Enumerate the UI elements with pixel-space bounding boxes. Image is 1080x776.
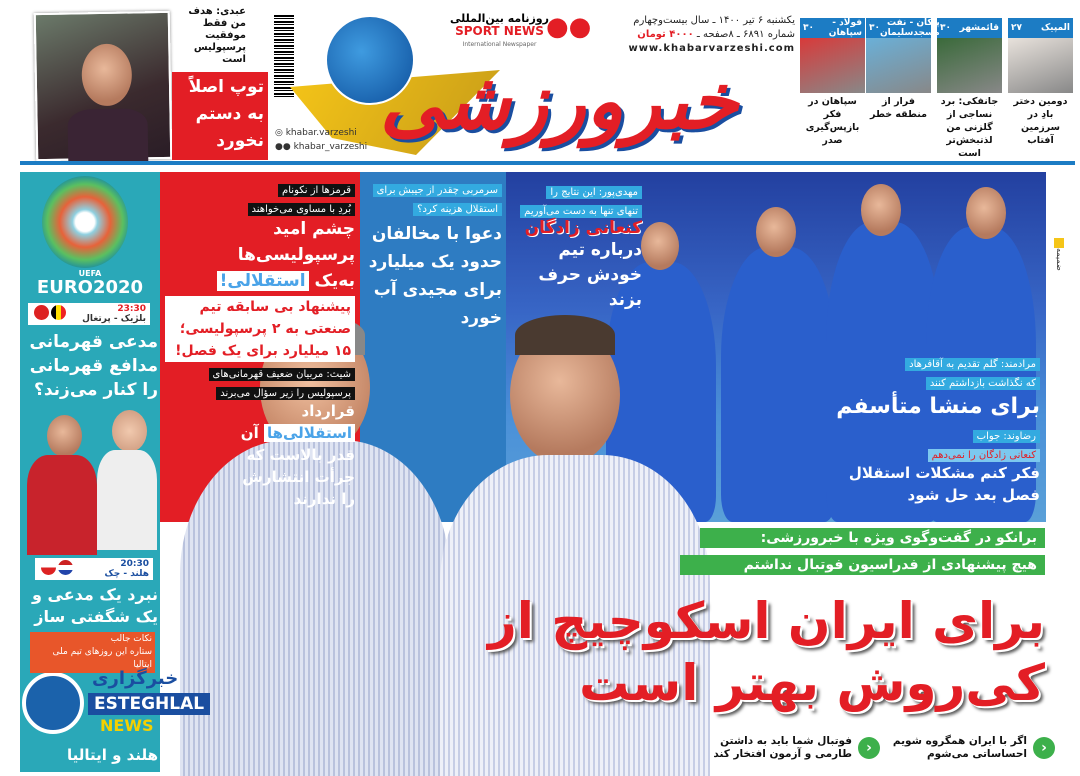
thumbnail-photo	[800, 38, 865, 93]
top-story-headline[interactable]: توپ اصلاً به دستم نخورد	[172, 72, 268, 160]
match-card-1[interactable]: 23:30 بلژیک - پرتغال	[28, 303, 150, 325]
logo-dots-icon: ●●	[546, 12, 592, 42]
thumbnail-tag: ۳۰ پیکان - نفت مسجدسلیمان	[866, 18, 931, 38]
main-kicker-2: هیچ پیشنهادی از فدراسیون فوتبال نداشتم	[680, 555, 1045, 575]
social-handle[interactable]: khabar_varzeshi	[293, 142, 368, 152]
flag-belgium-icon	[51, 305, 66, 320]
main-headline-1[interactable]: برای ایران اسکوچیچ از	[487, 592, 1045, 650]
photo-story-2: مرادمند: گلم تقدیم به آقافرهاد که نگذاشت بازداشتم کنند برای منشا متأسفم رضاوند: جواب کنعانی زادگان را نمی‌دهم فکر کنم مشکلات استقلال فصل بعد حل شود	[830, 352, 1040, 506]
red-headline-3[interactable]: قرارداد استقلالی‌ها آن قدر بالاست که جرأت انتشارش را ندارند	[240, 402, 355, 508]
photo-headline-1[interactable]: درباره تیم خودش حرف بزند	[538, 240, 642, 310]
euro-headline-1[interactable]: مدعی قهرمانی مدافع قهرمانی را کنار می‌زند؟	[29, 332, 158, 400]
photo-headline-3[interactable]: فکر کنم مشکلات استقلال فصل بعد حل شود	[848, 464, 1040, 504]
blue-panel-story: سرمربی چقدر از جیبش برای استقلال هزینه کرد؟ دعوا با مخالفان حدود یک میلیارد برای مجیدی آب خورد	[364, 178, 502, 332]
main-kicker-1: برانکو در گفت‌وگوی ویژه با خبرورزشی:	[700, 528, 1045, 548]
thumbnail-caption: جانفکی: برد نساجی از گلزنی من لذتبخش‌تر است	[940, 96, 999, 159]
photo-story-1: مهدی‌پور: این نتایج را تنهای تنها به دست می‌آوریم کنعانی زادگان درباره تیم خودش حرف بزند	[512, 180, 642, 313]
flag-netherlands-icon	[58, 560, 73, 575]
issue-info: یکشنبه ۶ تیر ۱۴۰۰ ـ سال بیست‌وچهارم شماره ۶۸۹۱ ـ ۸صفحه ـ ۴۰۰۰ تومان www.khabarvarzeshi.com	[600, 14, 795, 56]
masthead-logo: خبرورزشی	[380, 57, 739, 147]
website-link[interactable]: www.khabarvarzeshi.com	[628, 43, 795, 54]
blue-headline[interactable]: دعوا با مخالفان حدود یک میلیارد برای مجیدی آب خورد	[368, 224, 502, 328]
supplement-label: ضمیمه	[1050, 238, 1064, 298]
sub-story-2[interactable]: ‹ فوتبال شما باید به داشتن طارمی و آزمون افتخار کند	[700, 735, 880, 761]
flag-portugal-icon	[34, 305, 49, 320]
sub-story-1[interactable]: ‹ اگر با ایران همگروه شویم احساساتی می‌شوم	[885, 735, 1055, 761]
thumbnail-photo	[937, 38, 1002, 93]
thumbnail-caption: فرار از منطقه خطر	[870, 96, 927, 120]
top-story-quote: عبدی: هدف من فقط موفقیت پرسپولیس است	[188, 6, 246, 65]
euro-trophy-logo	[42, 176, 128, 268]
thumbnail-caption: سپاهان در فکر بازپس‌گیری صدر	[805, 96, 860, 146]
match-card-2[interactable]: 20:30 هلند - چک	[35, 558, 153, 580]
red-headline-1[interactable]: چشم امید پرسپولیسی‌ها به‌یک استقلالی!	[165, 216, 355, 294]
thumbnail-story[interactable]	[866, 18, 940, 121]
red-panel-stories: قرمزها از نکونام بُردِ با مساوی می‌خواهند چشم امید پرسپولیسی‌ها به‌یک استقلالی! پیشنهاد بی سابقه تیم صنعتی به ۲ پرسپولیسی؛ ۱۵ میلیارد برای یک فصل! شیث: مربیان ضعیف قهرمانی‌های پرسپولیس را زیر سؤال می‌برند قرارداد استقلالی‌ها آن قدر بالاست که جرأت انتشارش را ندارند	[165, 178, 355, 510]
thumbnail-caption: دومین دختر بادِ در سرزمین آفتاب	[1013, 96, 1068, 146]
red-headline-2[interactable]: پیشنهاد بی سابقه تیم صنعتی به ۲ پرسپولیسی؛ ۱۵ میلیارد برای یک فصل!	[165, 296, 355, 362]
watermark-persian: خبرگزاری	[92, 668, 179, 689]
arrow-left-icon: ‹	[858, 737, 880, 759]
thumbnail-tag: ۳۰ قائمشهر	[937, 18, 1002, 38]
arrow-left-icon: ‹	[1033, 737, 1055, 759]
thumbnail-story[interactable]	[937, 18, 1002, 160]
euro-players-photo	[22, 405, 158, 555]
thumbnail-photo	[866, 38, 931, 93]
thumbnail-tag: ۲۷ المپیک	[1008, 18, 1073, 38]
instagram-handle[interactable]: khabar.varzeshi	[285, 128, 357, 138]
euro-kicker: نکات جالب ستاره این روزهای تیم ملی ایتالیا	[30, 632, 155, 673]
euro-headline-3[interactable]: هلند و ایتالیا	[67, 746, 158, 764]
thumbnail-photo	[1008, 38, 1073, 93]
watermark-label: ESTEGHLAL	[88, 693, 210, 715]
sport-news-label: روزنامه بین‌المللی SPORT NEWS International Newspaper	[450, 12, 549, 48]
social-handles: ◎ khabar.varzeshi ●● khabar_varzeshi	[275, 128, 368, 152]
flag-czech-icon	[41, 560, 56, 575]
thumbnail-tag: ۳۰ فولاد - سپاهان	[800, 18, 865, 38]
thumbnail-story[interactable]	[1008, 18, 1073, 147]
barcode	[274, 15, 294, 97]
photo-headline-red[interactable]: کنعانی زادگان	[524, 218, 642, 238]
thumbnail-story[interactable]	[800, 18, 865, 147]
euro-headline-2[interactable]: نبرد یک مدعی و یک شگفتی ساز	[31, 585, 158, 626]
header-divider	[20, 161, 1075, 165]
watermark-logo-icon	[22, 672, 84, 734]
watermark-news: NEWS	[100, 716, 154, 735]
top-story-photo	[34, 11, 173, 161]
euro-logo-text: UEFA EURO2020	[36, 269, 144, 298]
main-headline-2[interactable]: کی‌روش بهتر است	[579, 654, 1045, 712]
photo-headline-2[interactable]: برای منشا متأسفم	[836, 394, 1040, 419]
